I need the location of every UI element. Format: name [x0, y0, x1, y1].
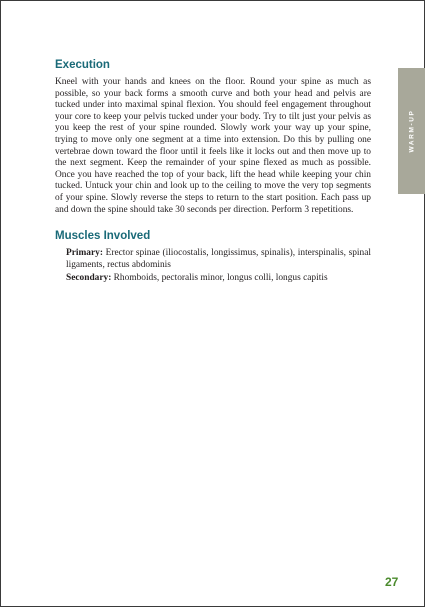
execution-heading: Execution	[55, 59, 110, 71]
secondary-text: Rhomboids, pectoralis minor, longus colli, longus capitis	[113, 273, 328, 284]
execution-body: Kneel with your hands and knees on the floor. Round your spine as much as possible, so your back forms a smooth curve and both your head and pelvis are tucked under into maximal spinal flexion. You should feel engagement throughout your core to keep your pelvis tucked under your body. Try to tilt just your pelvis as you keep the rest of your spine rounded. Slowly work your way up your spine, trying to move only one segment at a time into extension. Do this by pulling one vertebrae down toward the floor until it feels like it locks out and then move up to the next segment. Keep the remainder of your spine flexed as much as possible. Once you have reached the top of your back, lift the head while keeping your chin tucked. Untuck your chin and look up to the ceiling to move the very top segments of your spine. Slowly reverse the steps to return to the start position. Each pass up and down the spine should take 30 seconds per direction. Perform 3 repetitions.	[55, 77, 371, 215]
secondary-muscles	[55, 273, 371, 285]
page-content	[55, 58, 371, 286]
primary-label: Primary:	[66, 248, 103, 259]
primary-muscles	[55, 248, 371, 271]
muscles-heading: Muscles Involved	[55, 230, 151, 243]
section-side-tab	[398, 68, 425, 194]
page-number: 27	[385, 575, 399, 589]
secondary-label: Secondary:	[66, 273, 112, 284]
primary-text: Erector spinae (iliocostalis, longissimus, spinalis), interspinalis, spinal ligaments, rectus abdominis	[66, 248, 371, 270]
side-tab-label: WARM-UP	[408, 109, 415, 153]
